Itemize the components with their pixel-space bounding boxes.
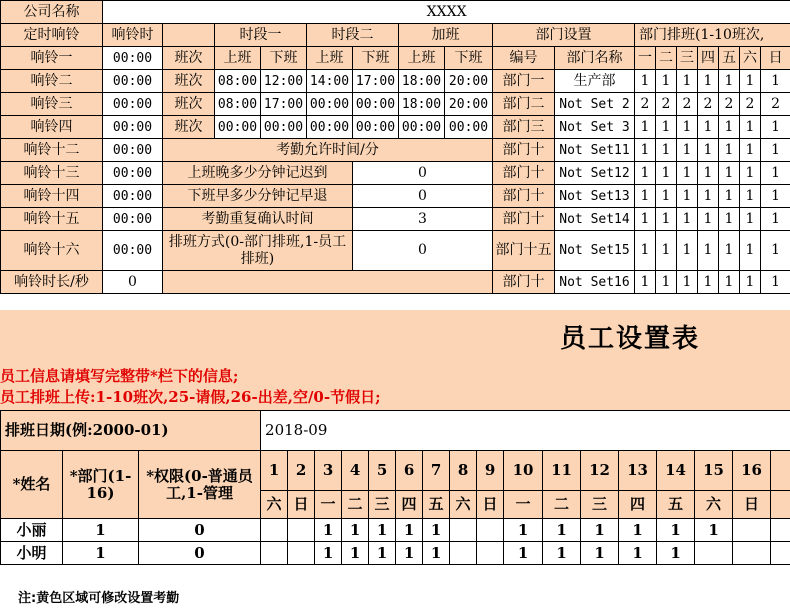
dept-day[interactable]: 1 — [656, 185, 677, 208]
weekday-header: 四 — [619, 491, 657, 519]
shift-label: 班次 — [163, 47, 215, 70]
dept-day[interactable]: 2 — [698, 93, 719, 116]
day-mark[interactable] — [288, 542, 315, 565]
info-line-1: 员工信息请填写完整带*栏下的信息; — [0, 367, 239, 385]
dept-day[interactable]: 1 — [635, 162, 656, 185]
dept-day[interactable]: 1 — [656, 70, 677, 93]
day-mark[interactable]: 1 — [504, 542, 543, 565]
dept-day[interactable]: 1 — [761, 139, 790, 162]
dept-day[interactable]: 1 — [761, 162, 790, 185]
day-header: 13 — [619, 451, 657, 491]
attendance-label: 上班晚多少分钟记迟到 — [163, 162, 353, 185]
table-row — [1, 542, 790, 565]
day-header: 3 — [315, 451, 342, 491]
dept-name[interactable]: Not Set11 — [555, 139, 635, 162]
dept-day[interactable]: 1 — [719, 231, 740, 271]
day-mark[interactable] — [733, 542, 771, 565]
on-header: 上班 — [307, 47, 353, 70]
shift-time[interactable]: 18:00 — [399, 70, 445, 93]
day-header: 10 — [504, 451, 543, 491]
day-mark[interactable]: 1 — [543, 542, 581, 565]
day-header: 1 — [261, 451, 288, 491]
day-mark[interactable] — [477, 519, 504, 542]
weekday-header: 五 — [423, 491, 450, 519]
attendance-label: 考勤重复确认时间 — [163, 208, 353, 231]
ring-time[interactable]: 00:00 — [103, 139, 163, 162]
ring-name: 响铃一 — [1, 47, 103, 70]
dept-day[interactable]: 1 — [719, 162, 740, 185]
dept-day[interactable]: 1 — [761, 70, 790, 93]
ring-name: 响铃十四 — [1, 185, 103, 208]
dept-name[interactable]: Not Set 2 — [555, 93, 635, 116]
attendance-value[interactable]: 0 — [353, 185, 493, 208]
dept-number: 部门十 — [493, 271, 555, 294]
blank-header — [163, 24, 215, 47]
day-header: 12 — [581, 451, 619, 491]
dept-day[interactable]: 1 — [635, 271, 656, 294]
day-header: 2 — [288, 451, 315, 491]
dept-name[interactable]: Not Set15 — [555, 231, 635, 271]
dept-day[interactable]: 1 — [698, 208, 719, 231]
blank-cell — [163, 271, 493, 294]
dept-schedule-header: 部门排班(1-10班次, — [635, 24, 790, 47]
shift-time[interactable]: 00:00 — [399, 116, 445, 139]
attendance-title: 考勤允许时间/分 — [163, 139, 493, 162]
ring-settings-table — [0, 0, 790, 294]
dept-day[interactable]: 1 — [740, 70, 761, 93]
attendance-value[interactable]: 3 — [353, 208, 493, 231]
day-mark-overflow[interactable] — [771, 519, 790, 542]
dept-day[interactable]: 1 — [677, 116, 698, 139]
period1-header: 时段一 — [215, 24, 307, 47]
ring-duration-label: 响铃时长/秒 — [1, 271, 103, 294]
dept-day[interactable]: 1 — [719, 116, 740, 139]
dept-day[interactable]: 1 — [635, 208, 656, 231]
dept-day[interactable]: 1 — [719, 208, 740, 231]
shift-time[interactable]: 00:00 — [261, 116, 307, 139]
dept-name[interactable]: Not Set14 — [555, 208, 635, 231]
dept-day[interactable]: 1 — [656, 162, 677, 185]
dept-number: 部门一 — [493, 70, 555, 93]
shift-time[interactable]: 20:00 — [445, 70, 493, 93]
weekday-header: 一 — [635, 47, 656, 70]
day-mark[interactable]: 1 — [315, 519, 342, 542]
weekday-header: 五 — [719, 47, 740, 70]
on-header: 上班 — [399, 47, 445, 70]
number-header: 编号 — [493, 47, 555, 70]
footer-note: 注:黄色区域可修改设置考勤 — [18, 591, 180, 606]
day-mark[interactable]: 1 — [504, 519, 543, 542]
ring-time[interactable]: 00:00 — [103, 47, 163, 70]
day-header: 4 — [342, 451, 369, 491]
period2-header: 时段二 — [307, 24, 399, 47]
ring-name: 响铃二 — [1, 70, 103, 93]
shift-time[interactable]: 17:00 — [261, 93, 307, 116]
dept-day[interactable]: 1 — [698, 70, 719, 93]
dept-number: 部门十 — [493, 139, 555, 162]
dept-day[interactable]: 1 — [719, 139, 740, 162]
employee-banner — [0, 310, 790, 410]
shift-time[interactable]: 00:00 — [353, 93, 399, 116]
day-mark[interactable] — [261, 519, 288, 542]
overtime-header: 加班 — [399, 24, 493, 47]
weekday-header: 二 — [342, 491, 369, 519]
day-header: 14 — [657, 451, 695, 491]
dept-day[interactable]: 1 — [719, 70, 740, 93]
weekday-header: 二 — [656, 47, 677, 70]
dept-day[interactable]: 1 — [719, 271, 740, 294]
weekday-header: 四 — [396, 491, 423, 519]
day-header: 15 — [695, 451, 733, 491]
weekday-header: 六 — [450, 491, 477, 519]
ring-time[interactable]: 00:00 — [103, 70, 163, 93]
day-header: 9 — [477, 451, 504, 491]
dept-day[interactable]: 2 — [635, 93, 656, 116]
employee-settings-title: 员工设置表 — [560, 324, 701, 354]
employee-dept[interactable]: 1 — [63, 519, 139, 542]
ring-name: 响铃四 — [1, 116, 103, 139]
dept-day[interactable]: 1 — [635, 116, 656, 139]
ring-name: 响铃十六 — [1, 231, 103, 271]
dept-number: 部门十 — [493, 162, 555, 185]
day-mark[interactable]: 1 — [581, 542, 619, 565]
dept-day[interactable]: 1 — [635, 185, 656, 208]
ring-time[interactable]: 00:00 — [103, 162, 163, 185]
day-header: 6 — [396, 451, 423, 491]
dept-day[interactable]: 1 — [740, 162, 761, 185]
dept-day[interactable]: 1 — [635, 231, 656, 271]
shift-time[interactable]: 14:00 — [307, 70, 353, 93]
shift-row — [1, 116, 790, 139]
dept-day[interactable]: 1 — [677, 271, 698, 294]
dept-day[interactable]: 1 — [698, 185, 719, 208]
weekday-header: 六 — [695, 491, 733, 519]
dept-day[interactable]: 1 — [635, 139, 656, 162]
day-mark[interactable]: 1 — [396, 542, 423, 565]
employee-name[interactable]: 小明 — [1, 542, 63, 565]
dept-name[interactable]: Not Set12 — [555, 162, 635, 185]
dept-name[interactable]: Not Set16 — [555, 271, 635, 294]
day-mark[interactable] — [477, 542, 504, 565]
dept-number: 部门二 — [493, 93, 555, 116]
dept-day[interactable]: 1 — [761, 116, 790, 139]
ring-name: 响铃三 — [1, 93, 103, 116]
dept-day[interactable]: 2 — [740, 93, 761, 116]
weekday-header: 六 — [740, 47, 761, 70]
day-mark[interactable] — [288, 519, 315, 542]
day-mark[interactable]: 1 — [342, 542, 369, 565]
dept-day[interactable]: 1 — [698, 162, 719, 185]
shift-time[interactable]: 18:00 — [399, 93, 445, 116]
shift-time[interactable]: 00:00 — [307, 93, 353, 116]
weekday-header: 日 — [761, 47, 790, 70]
day-mark[interactable]: 1 — [619, 542, 657, 565]
dept-day[interactable]: 1 — [677, 162, 698, 185]
dept-name[interactable]: Not Set13 — [555, 185, 635, 208]
col-name-header: *姓名 — [1, 451, 63, 519]
off-header: 下班 — [445, 47, 493, 70]
weekday-header: 日 — [477, 491, 504, 519]
employee-name[interactable]: 小丽 — [1, 519, 63, 542]
weekday-header: 六 — [261, 491, 288, 519]
weekday-header: 三 — [369, 491, 396, 519]
day-header: 11 — [543, 451, 581, 491]
dept-day[interactable]: 1 — [677, 139, 698, 162]
table-row — [1, 519, 790, 542]
day-mark[interactable] — [261, 542, 288, 565]
dept-day[interactable]: 1 — [698, 231, 719, 271]
dept-number: 部门十 — [493, 185, 555, 208]
col-ring-header: 定时响铃 — [1, 24, 103, 47]
ring-time[interactable]: 00:00 — [103, 93, 163, 116]
attendance-label: 排班方式(0-部门排班,1-员工排班) — [163, 231, 353, 271]
day-mark[interactable]: 1 — [342, 519, 369, 542]
day-mark[interactable]: 1 — [695, 519, 733, 542]
attendance-label: 下班早多少分钟记早退 — [163, 185, 353, 208]
shift-time[interactable]: 00:00 — [353, 116, 399, 139]
dept-day[interactable]: 1 — [677, 185, 698, 208]
dept-number: 部门三 — [493, 116, 555, 139]
company-value[interactable]: XXXX — [103, 1, 790, 24]
dept-day[interactable]: 1 — [677, 208, 698, 231]
dept-day[interactable]: 1 — [740, 185, 761, 208]
dept-day[interactable]: 1 — [761, 231, 790, 271]
weekday-header: 二 — [543, 491, 581, 519]
dept-day[interactable]: 1 — [740, 139, 761, 162]
date-label: 排班日期(例:2000-01) — [1, 411, 261, 451]
ring-name: 响铃十二 — [1, 139, 103, 162]
dept-day[interactable]: 1 — [761, 185, 790, 208]
day-header-overflow — [771, 451, 790, 491]
attendance-value[interactable]: 0 — [353, 231, 493, 271]
weekday-header: 四 — [698, 47, 719, 70]
dept-day[interactable]: 1 — [656, 116, 677, 139]
shift-time[interactable]: 12:00 — [261, 70, 307, 93]
dept-day[interactable]: 1 — [698, 116, 719, 139]
ring-time[interactable]: 00:00 — [103, 116, 163, 139]
shift-row — [1, 93, 790, 116]
day-mark[interactable]: 1 — [657, 542, 695, 565]
employee-dept[interactable]: 1 — [63, 542, 139, 565]
info-line-2: 员工排班上传:1-10班次,25-请假,26-出差,空/0-节假日; — [0, 388, 381, 406]
employee-perm[interactable]: 0 — [139, 519, 261, 542]
dept-day[interactable]: 1 — [698, 139, 719, 162]
day-mark[interactable] — [733, 519, 771, 542]
day-mark[interactable]: 1 — [423, 519, 450, 542]
dept-day[interactable]: 1 — [677, 231, 698, 271]
dept-number: 部门十 — [493, 208, 555, 231]
dept-day[interactable]: 1 — [635, 70, 656, 93]
day-mark[interactable]: 1 — [369, 542, 396, 565]
dept-name[interactable]: Not Set 3 — [555, 116, 635, 139]
dept-day[interactable]: 2 — [719, 93, 740, 116]
col-time-header: 响铃时 — [103, 24, 163, 47]
shift-row — [1, 70, 790, 93]
col-dept-header: *部门(1-16) — [63, 451, 139, 519]
dept-settings-header: 部门设置 — [493, 24, 635, 47]
employee-table — [0, 410, 790, 565]
shift-time[interactable]: 00:00 — [307, 116, 353, 139]
shift-time[interactable]: 00:00 — [215, 116, 261, 139]
weekday-header: 日 — [288, 491, 315, 519]
dept-day[interactable]: 1 — [656, 139, 677, 162]
dept-day[interactable]: 1 — [740, 116, 761, 139]
weekday-header-overflow — [771, 491, 790, 519]
day-mark[interactable]: 1 — [423, 542, 450, 565]
day-mark[interactable]: 1 — [315, 542, 342, 565]
day-mark[interactable] — [450, 542, 477, 565]
company-label: 公司名称 — [1, 1, 103, 24]
day-mark[interactable]: 1 — [396, 519, 423, 542]
dept-day[interactable]: 1 — [740, 208, 761, 231]
dept-day[interactable]: 1 — [698, 271, 719, 294]
dept-day[interactable]: 2 — [761, 93, 790, 116]
ring-name: 响铃十三 — [1, 162, 103, 185]
shift-label: 班次 — [163, 93, 215, 116]
day-header: 16 — [733, 451, 771, 491]
day-mark[interactable] — [450, 519, 477, 542]
dept-day[interactable]: 1 — [719, 185, 740, 208]
dept-day[interactable]: 1 — [656, 231, 677, 271]
off-header: 下班 — [353, 47, 399, 70]
weekday-header: 日 — [733, 491, 771, 519]
shift-label: 班次 — [163, 116, 215, 139]
shift-time[interactable]: 08:00 — [215, 70, 261, 93]
col-perm-header: *权限(0-普通员工,1-管理 — [139, 451, 261, 519]
off-header: 下班 — [261, 47, 307, 70]
shift-time[interactable]: 08:00 — [215, 93, 261, 116]
day-mark[interactable]: 1 — [369, 519, 396, 542]
weekday-header: 一 — [315, 491, 342, 519]
dept-day[interactable]: 1 — [761, 208, 790, 231]
day-mark[interactable] — [695, 542, 733, 565]
attendance-value[interactable]: 0 — [353, 162, 493, 185]
ring-time[interactable]: 00:00 — [103, 208, 163, 231]
ring-time[interactable]: 00:00 — [103, 185, 163, 208]
date-value[interactable]: 2018-09 — [261, 411, 790, 451]
day-mark-overflow[interactable] — [771, 542, 790, 565]
dept-day[interactable]: 1 — [740, 271, 761, 294]
dept-day[interactable]: 1 — [761, 271, 790, 294]
dept-day[interactable]: 1 — [740, 231, 761, 271]
day-mark[interactable]: 1 — [657, 519, 695, 542]
employee-perm[interactable]: 0 — [139, 542, 261, 565]
day-mark[interactable]: 1 — [619, 519, 657, 542]
weekday-header: 一 — [504, 491, 543, 519]
ring-name: 响铃十五 — [1, 208, 103, 231]
weekday-header: 三 — [581, 491, 619, 519]
dept-day[interactable]: 1 — [656, 271, 677, 294]
shift-time[interactable]: 20:00 — [445, 93, 493, 116]
shift-time[interactable]: 17:00 — [353, 70, 399, 93]
day-header: 7 — [423, 451, 450, 491]
ring-duration-value[interactable]: 0 — [103, 271, 163, 294]
day-header: 8 — [450, 451, 477, 491]
shift-time[interactable]: 00:00 — [445, 116, 493, 139]
day-mark[interactable]: 1 — [543, 519, 581, 542]
ring-time[interactable]: 00:00 — [103, 231, 163, 271]
dept-day[interactable]: 1 — [677, 70, 698, 93]
dept-day[interactable]: 2 — [677, 93, 698, 116]
weekday-header: 五 — [657, 491, 695, 519]
dept-number: 部门十五 — [493, 231, 555, 271]
dept-day[interactable]: 1 — [656, 208, 677, 231]
on-header: 上班 — [215, 47, 261, 70]
weekday-header: 三 — [677, 47, 698, 70]
dept-name[interactable]: 生产部 — [555, 70, 635, 93]
dept-name-header: 部门名称 — [555, 47, 635, 70]
day-mark[interactable]: 1 — [581, 519, 619, 542]
dept-day[interactable]: 2 — [656, 93, 677, 116]
shift-label: 班次 — [163, 70, 215, 93]
day-header: 5 — [369, 451, 396, 491]
